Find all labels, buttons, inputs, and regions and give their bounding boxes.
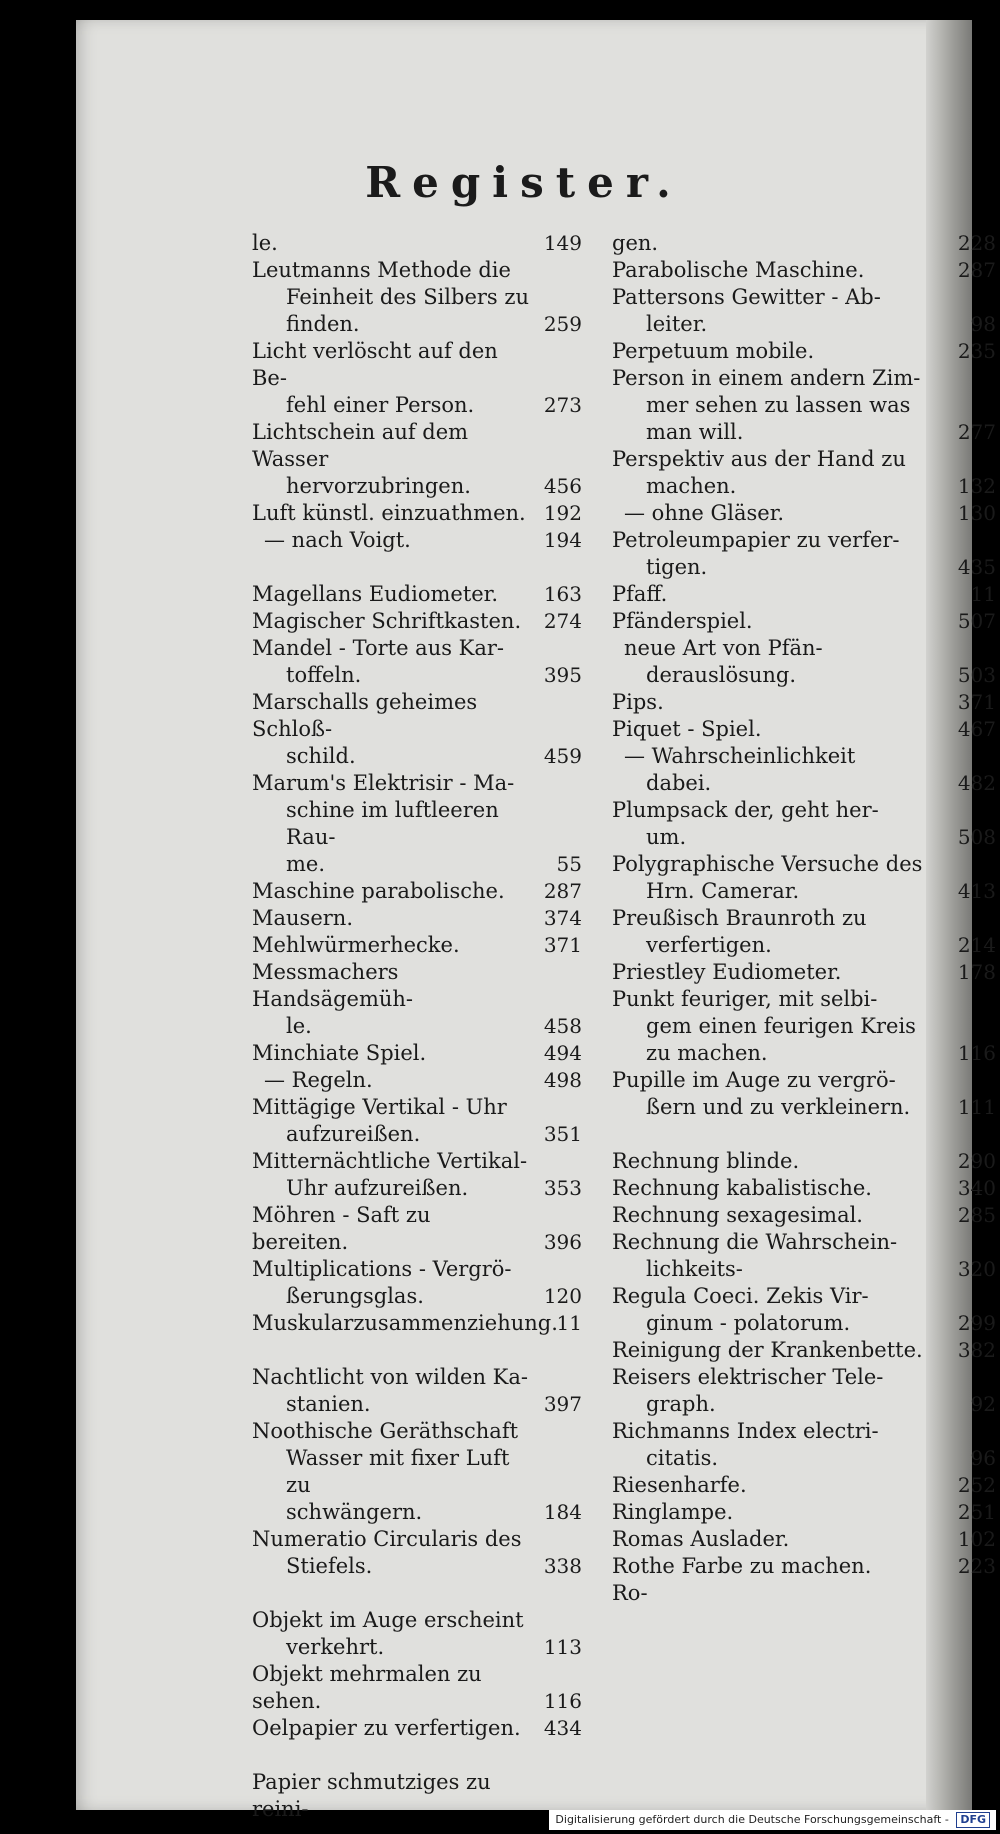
entry-page-number: 55 [556,852,582,876]
entry-page-number: 498 [543,1068,582,1092]
entry-page-number: 459 [543,744,582,768]
entry-term-continuation: derauslösung. [646,663,797,687]
entry-term: Plumpsack der, geht her- [612,798,879,822]
entry-term: Rothe Farbe zu machen. [612,1554,872,1578]
entry-term: Messmachers Handsägemüh- [252,960,414,1011]
entry-term: Pupille im Auge zu vergrö- [612,1068,896,1092]
entry-term-continuation: schine im luftleeren Rau- [286,798,499,849]
entry-term: Möhren - Saft zu bereiten. [252,1203,431,1254]
dfg-logo: DFG [956,1812,990,1828]
index-entry [612,230,996,257]
index-entry [612,743,996,797]
entry-term: le. [252,231,278,255]
entry-page-number: 102 [957,1527,996,1551]
entry-term-continuation: Feinheit des Silbers zu [286,285,529,309]
entry-term: — Regeln. [264,1068,373,1092]
index-entry [612,716,996,743]
index-entry [612,986,996,1067]
entry-page-number: 287 [543,879,582,903]
entry-term-continuation: Stiefels. [286,1554,373,1578]
entry-page-number: 96 [970,1446,996,1470]
entry-page-number: 149 [543,231,582,255]
entry-term-continuation: citatis. [646,1446,719,1470]
index-entry [612,284,996,338]
section-gap [252,1580,582,1607]
entry-term: Minchiate Spiel. [252,1041,427,1065]
entry-page-number: 353 [543,1176,582,1200]
entry-page-number: 92 [970,1392,996,1416]
entry-page-number: 458 [543,1014,582,1038]
entry-page-number: 351 [543,1122,582,1146]
entry-term-continuation: gem einen feurigen Kreis [646,1014,916,1038]
entry-term: Reisers elektrischer Tele- [612,1365,884,1389]
entry-term: Pips. [612,690,664,714]
entry-term: Oelpapier zu verfertigen. [252,1716,521,1740]
index-entry [612,689,996,716]
index-entry [252,1310,582,1337]
index-entry [612,959,996,986]
entry-term: Mehlwürmerhecke. [252,933,460,957]
entry-term: neue Art von Pfän- [624,636,823,660]
entry-term-continuation: machen. [646,474,737,498]
index-entry [612,1526,996,1553]
entry-page-number: 413 [957,879,996,903]
index-entry [612,1337,996,1364]
entry-term-continuation: schild. [286,744,356,768]
index-entry [252,1040,582,1067]
entry-page-number: 184 [543,1500,582,1524]
entry-page-number: 507 [957,609,996,633]
index-entry [252,338,582,419]
index-entry [612,1148,996,1175]
entry-page-number: 299 [957,1311,996,1335]
entry-term: Magellans Eudiometer. [252,582,499,606]
entry-page-number: 382 [957,1338,996,1362]
entry-term: Objekt im Auge erscheint [252,1608,524,1632]
index-entry [252,1256,582,1310]
entry-term: Piquet - Spiel. [612,717,762,741]
entry-page-number: 223 [957,1554,996,1578]
entry-page-number: 214 [957,933,996,957]
entry-term: Pfänderspiel. [612,609,753,633]
entry-page-number: 467 [957,717,996,741]
entry-term-continuation: schwängern. [286,1500,423,1524]
entry-page-number: 371 [957,690,996,714]
index-entry [612,1202,996,1229]
entry-term: — nach Voigt. [264,528,411,552]
entry-page-number: 277 [957,420,996,444]
entry-page-number: 178 [957,960,996,984]
index-entry [252,527,582,554]
index-entry [612,581,996,608]
entry-term: Marum's Elektrisir - Ma- [252,771,515,795]
entry-page-number: 456 [543,474,582,498]
index-entry [252,689,582,770]
entry-page-number: 252 [957,1473,996,1497]
entry-term-continuation: hervorzubringen. [286,474,471,498]
index-entry [612,257,996,284]
entry-term: Muskularzusammenziehung. [252,1311,558,1335]
entry-term: Licht verlöscht auf den Be- [252,339,498,390]
entry-term-continuation: leiter. [646,312,708,336]
index-entry [612,527,996,581]
entry-term: Papier schmutziges zu reini- [252,1770,491,1821]
entry-term-continuation: Uhr aufzureißen. [286,1176,469,1200]
entry-page-number: 194 [543,528,582,552]
entry-page-number: 192 [543,501,582,525]
entry-page-number: 228 [957,231,996,255]
index-entry [612,1229,996,1283]
index-entry [612,1283,996,1337]
index-entry [612,635,996,689]
entry-page-number: 130 [957,501,996,525]
entry-term: Priestley Eudiometer. [612,960,842,984]
entry-term: Rechnung blinde. [612,1149,800,1173]
index-entry [252,1202,582,1256]
entry-term: Punkt feuriger, mit selbi- [612,987,878,1011]
entry-term: Magischer Schriftkasten. [252,609,522,633]
index-entry [252,1715,582,1742]
digitization-footer [549,1810,996,1830]
entry-term: Mandel - Torte aus Kar- [252,636,505,660]
index-entry [612,1580,996,1607]
entry-page-number: 508 [957,825,996,849]
index-entry [252,932,582,959]
entry-term: Numeratio Circularis des [252,1527,522,1551]
entry-term: Preußisch Braunroth zu [612,906,867,930]
entry-term: Polygraphische Versuche des [612,852,923,876]
entry-term-continuation: finden. [286,312,360,336]
index-entry [252,1526,582,1580]
index-entry [612,446,996,500]
index-entry [252,500,582,527]
entry-term: Regula Coeci. Zekis Vir- [612,1284,869,1308]
entry-page-number: 374 [543,906,582,930]
entry-page-number: 397 [543,1392,582,1416]
entry-term-continuation: toffeln. [286,663,362,687]
index-entry [612,797,996,851]
entry-term: Objekt mehrmalen zu sehen. [252,1662,482,1713]
index-entry [252,1769,582,1823]
entry-term: Petroleumpapier zu verfer- [612,528,900,552]
entry-page-number: 111 [957,1095,996,1119]
entry-term: Lichtschein auf dem Wasser [252,420,469,471]
index-entry [612,365,996,446]
entry-term: Ro- [612,1581,648,1605]
entry-term-continuation: zu machen. [646,1041,768,1065]
entry-page-number: 494 [543,1041,582,1065]
entry-term: Noothische Geräthschaft [252,1419,519,1443]
entry-term: Luft künstl. einzuathmen. [252,501,526,525]
entry-term-continuation: man will. [646,420,744,444]
entry-page-number: 116 [957,1041,996,1065]
index-entry [612,1364,996,1418]
entry-term: Pfaff. [612,582,668,606]
entry-term: Rechnung sexagesimal. [612,1203,863,1227]
entry-term: Mitternächtliche Vertikal- [252,1149,528,1173]
entry-term-continuation: graph. [646,1392,716,1416]
entry-term-continuation: um. [646,825,687,849]
entry-term-continuation: mer sehen zu lassen was [646,393,911,417]
section-gap [612,1121,996,1148]
entry-term: gen. [612,231,659,255]
index-entry [252,1364,582,1418]
entry-term: Romas Auslader. [612,1527,790,1551]
entry-page-number: 11 [970,582,996,606]
entry-page-number: 340 [957,1176,996,1200]
entry-page-number: 163 [543,582,582,606]
index-entry [252,230,582,257]
entry-term: Reinigung der Krankenbette. [612,1338,923,1362]
entry-term-continuation: aufzureißen. [286,1122,421,1146]
entry-page-number: 290 [957,1149,996,1173]
entry-page-number: 259 [543,312,582,336]
entry-page-number: 395 [543,663,582,687]
entry-page-number: 503 [957,663,996,687]
footer-text: Digitalisierung gefördert durch die Deutsche Forschungsgemeinschaft - [555,1813,949,1826]
entry-page-number: 113 [543,1635,582,1659]
index-entry [252,1607,582,1661]
index-entry [612,338,996,365]
entry-page-number: 435 [957,555,996,579]
index-entry [612,1175,996,1202]
entry-term-continuation: ginum - polatorum. [646,1311,851,1335]
entry-page-number: 396 [543,1230,582,1254]
entry-page-number: 11 [556,1311,582,1335]
entry-term: — Wahrscheinlichkeit [624,744,856,768]
entry-term: Maschine parabolische. [252,879,505,903]
entry-term: Rechnung kabalistische. [612,1176,872,1200]
entry-page-number: 285 [957,1203,996,1227]
entry-page-number: 482 [957,771,996,795]
section-gap [252,1742,582,1769]
entry-page-number: 434 [543,1716,582,1740]
index-entry [252,257,582,338]
entry-page-number: 251 [957,1500,996,1524]
index-entry [252,1067,582,1094]
entry-term: Rechnung die Wahrschein- [612,1230,898,1254]
entry-page-number: 274 [543,609,582,633]
entry-term: Parabolische Maschine. [612,258,865,282]
entry-term: Pattersons Gewitter - Ab- [612,285,881,309]
entry-term: Ringlampe. [612,1500,734,1524]
index-entry [612,905,996,959]
entry-term-continuation: stanien. [286,1392,371,1416]
index-column-right [612,230,996,1607]
index-entry [252,635,582,689]
entry-term-continuation: lichkeits- [646,1257,743,1281]
entry-page-number: 273 [543,393,582,417]
index-entry [612,1067,996,1121]
entry-term-continuation: Wasser mit fixer Luft zu [286,1446,510,1497]
index-entry [252,1661,582,1715]
entry-term: Richmanns Index electri- [612,1419,879,1443]
entry-page-number: 116 [543,1689,582,1713]
entry-term: — ohne Gläser. [624,501,785,525]
entry-term: Marschalls geheimes Schloß- [252,690,478,741]
index-entry [252,608,582,635]
entry-page-number: 132 [957,474,996,498]
entry-term: Multiplications - Vergrö- [252,1257,512,1281]
entry-term: Riesenharfe. [612,1473,747,1497]
entry-term: Mausern. [252,906,353,930]
entry-page-number: 98 [970,312,996,336]
entry-term: Leutmanns Methode die [252,258,511,282]
entry-term-continuation: verfertigen. [646,933,772,957]
entry-page-number: 320 [957,1257,996,1281]
entry-term: Perspektiv aus der Hand zu [612,447,906,471]
entry-term: Nachtlicht von wilden Ka- [252,1365,528,1389]
entry-term: Person in einem andern Zim- [612,366,921,390]
entry-page-number: 235 [957,339,996,363]
index-entry [252,581,582,608]
page-heading: Register. [365,158,683,207]
entry-term-continuation: verkehrt. [286,1635,385,1659]
entry-term: Perpetuum mobile. [612,339,815,363]
entry-term-continuation: ßerungsglas. [286,1284,424,1308]
entry-term-continuation: le. [286,1014,312,1038]
entry-term-continuation: ßern und zu verkleinern. [646,1095,911,1119]
section-gap [252,1337,582,1364]
index-entry [252,419,582,500]
index-entry [612,500,996,527]
index-entry [612,851,996,905]
index-entry [252,1418,582,1526]
index-entry [612,608,996,635]
entry-page-number: 287 [957,258,996,282]
entry-term-continuation: tigen. [646,555,708,579]
entry-term-continuation: me. [286,852,326,876]
entry-page-number: 338 [543,1554,582,1578]
entry-page-number: 371 [543,933,582,957]
index-entry [252,959,582,1040]
entry-term-continuation: fehl einer Person. [286,393,475,417]
index-entry [252,905,582,932]
entry-page-number: 120 [543,1284,582,1308]
index-entry [612,1553,996,1580]
index-entry [252,770,582,878]
entry-term: Mittägige Vertikal - Uhr [252,1095,507,1119]
index-column-left [252,230,582,1823]
index-entry [252,1094,582,1148]
index-entry [252,878,582,905]
index-entry [612,1499,996,1526]
index-entry [612,1418,996,1472]
index-entry [252,1148,582,1202]
section-gap [252,554,582,581]
entry-term-continuation: Hrn. Camerar. [646,879,800,903]
index-entry [612,1472,996,1499]
entry-term-continuation: dabei. [646,771,712,795]
